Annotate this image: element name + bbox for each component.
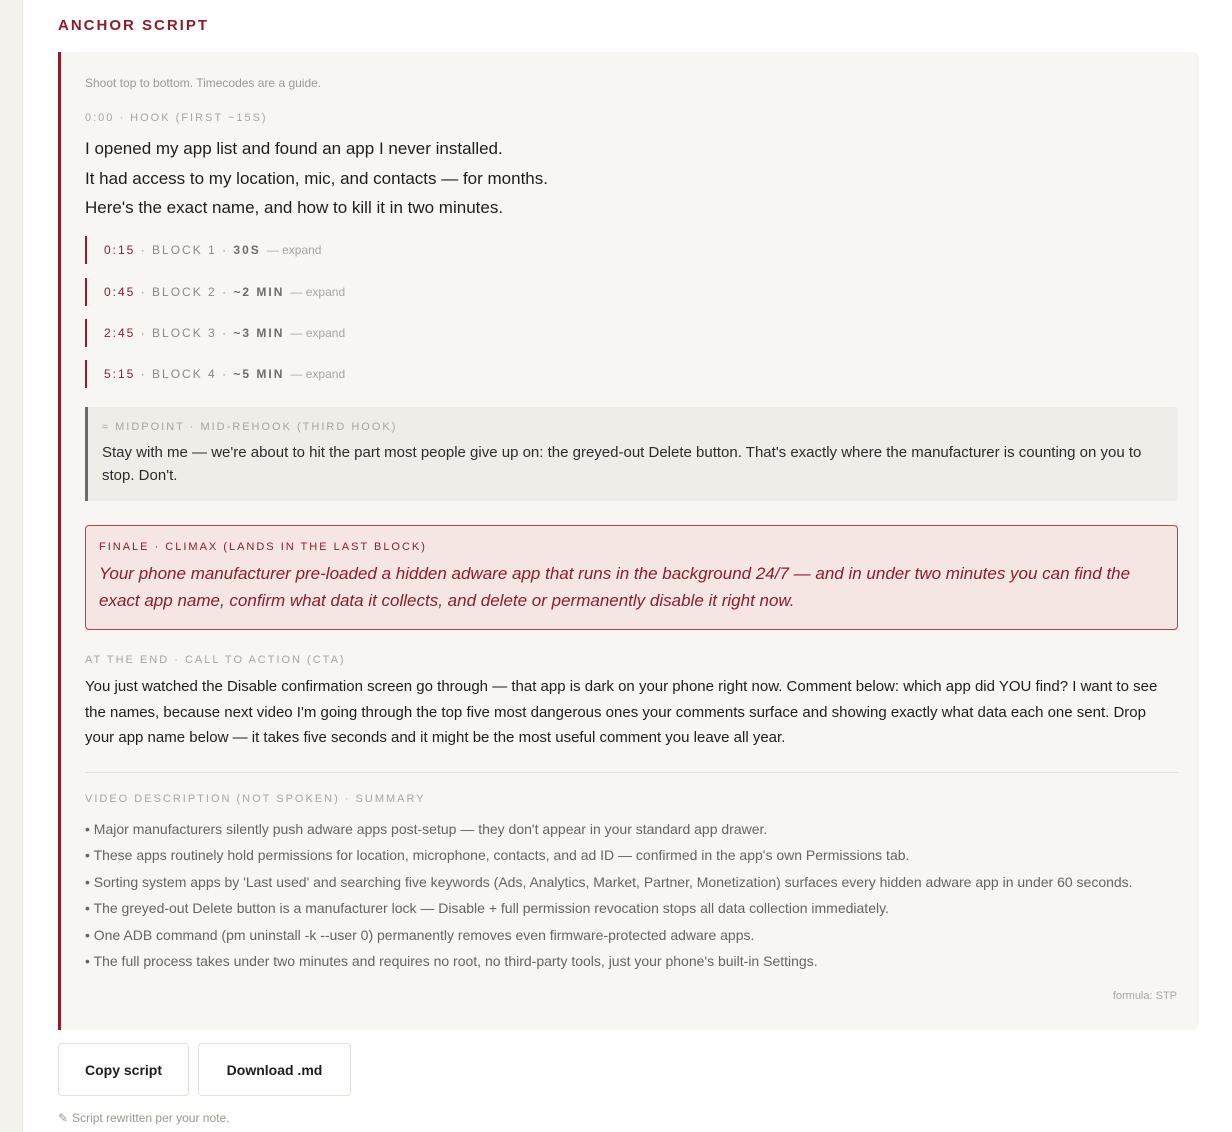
midpoint-label: ≈ MIDPOINT · MID-REHOOK (THIRD HOOK) [102,421,398,433]
block-duration: ~2 MIN [233,285,285,299]
block-timecode: 0:15 [104,243,136,257]
finale-climax [85,525,1178,630]
description-list [85,816,1178,974]
block-1-toggle[interactable]: 0:15 · BLOCK 1 · 30S — expand [85,236,321,264]
block-duration: ~3 MIN [233,326,285,340]
divider [85,772,1178,773]
expand-link[interactable]: — expand [290,367,346,381]
script-card [58,52,1199,1030]
finale-label: FINALE · CLIMAX (LANDS IN THE LAST BLOCK) [99,541,427,553]
copy-script-button[interactable]: Copy script [58,1043,189,1096]
hook-line: It had access to my location, mic, and contacts — for months. [85,168,548,188]
download-md-button[interactable]: Download .md [198,1043,351,1096]
block-name: BLOCK 1 [152,243,217,257]
list-item: • The greyed-out Delete button is a manufacturer lock — Disable + full permission revocation stops all data collection immediately. [85,900,889,917]
block-name: BLOCK 2 [152,285,217,299]
block-name: BLOCK 3 [152,326,217,340]
list-item: • Major manufacturers silently push adware apps post-setup — they don't appear in your standard app drawer. [85,821,768,837]
list-item: • Sorting system apps by 'Last used' and searching five keywords (Ads, Analytics, Market, Partner, Monetization) surfaces every hidden adware app in under 60 seconds. [85,873,1133,890]
midpoint-rehook [85,407,1178,501]
hook-line: Here's the exact name, and how to kill it in two minutes. [85,198,504,217]
script-intro: Shoot top to bottom. Timecodes are a guide. [85,76,322,90]
description-label: VIDEO DESCRIPTION (NOT SPOKEN) · SUMMARY [85,793,426,805]
block-timecode: 0:45 [104,285,136,299]
cta-label: AT THE END · CALL TO ACTION (CTA) [85,654,346,666]
block-4-toggle[interactable]: 5:15 · BLOCK 4 · ~5 MIN — expand [85,360,345,388]
finale-text: Your phone manufacturer pre-loaded a hidden adware app that runs in the background 24/7 — and in under two minutes you can find the exact app name, confirm what data it collects, and delete or permanently disable it right now. [99,564,1131,610]
block-2-toggle[interactable]: 0:45 · BLOCK 2 · ~2 MIN — expand [85,278,345,306]
hook-label: 0:00 · HOOK (FIRST ~15S) [85,112,268,124]
block-duration: ~5 MIN [233,367,285,381]
cta-text: You just watched the Disable confirmation screen go through — that app is dark on your phone right now. Comment below: which app did YOU find? I want to see the names, because next video I'm going through the top five most dangerous ones your comments surface and showing exactly what data each one sent. Drop your app name below — it takes five seconds and it might be the most useful comment you leave all year. [85,678,1158,746]
list-item: • These apps routinely hold permissions for location, microphone, contacts, and ad ID — confirmed in the app's own Permissions tab. [85,847,910,864]
status-note [58,1111,229,1125]
list-item: • The full process takes under two minutes and requires no root, no third-party tools, just your phone's built-in Settings. [85,953,818,970]
expand-link[interactable]: — expand [290,285,346,299]
hook-lines [85,134,548,223]
block-duration: 30S [233,243,261,257]
section-title: ANCHOR SCRIPT [58,17,210,34]
hook-line: I opened my app list and found an app I never installed. [85,139,503,158]
block-3-toggle[interactable]: 2:45 · BLOCK 3 · ~3 MIN — expand [85,319,345,347]
block-name: BLOCK 4 [152,367,217,381]
list-item: • One ADB command (pm uninstall -k --user 0) permanently removes even firmware-protected adware apps. [85,926,755,943]
block-timecode: 2:45 [104,326,136,340]
block-timecode: 5:15 [104,367,136,381]
pencil-icon: ✎ [58,1111,69,1125]
formula-tag: formula: STP [1112,990,1177,1002]
expand-link[interactable]: — expand [266,243,322,257]
left-rail [0,0,23,1132]
expand-link[interactable]: — expand [290,326,346,340]
status-note-text: Script rewritten per your note. [72,1111,230,1125]
midpoint-text: Stay with me — we're about to hit the part most people give up on: the greyed-out Delete button. That's exactly where the manufacturer is counting on you to stop. Don't. [102,444,1142,484]
